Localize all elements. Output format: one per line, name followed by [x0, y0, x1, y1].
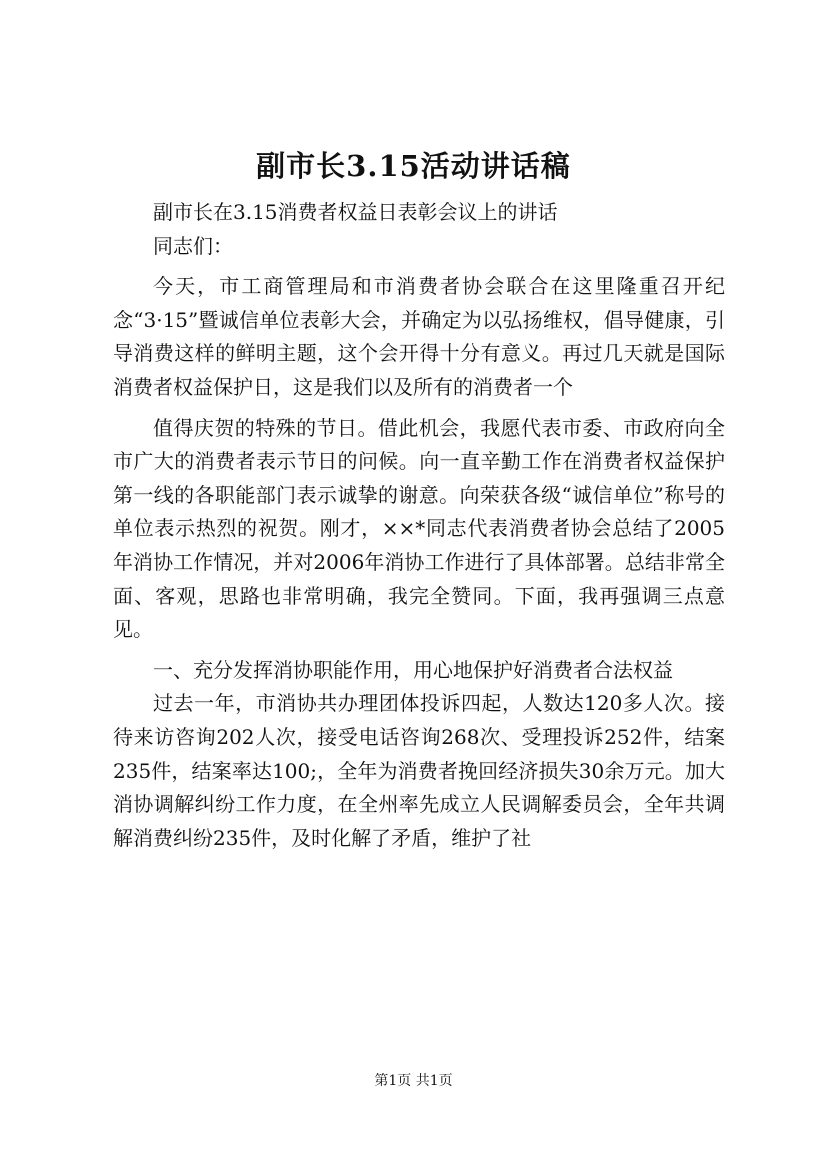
paragraph-heading: 一、充分发挥消协职能作用，用心地保护好消费者合法权益 — [153, 657, 673, 682]
paragraph-subtitle: 副市长在3.15消费者权益日表彰会议上的讲话 — [153, 200, 558, 224]
page-footer: 第1页 共1页 — [374, 1073, 453, 1089]
paragraph-body: 值得庆贺的特殊的节日。借此机会，我愿代表市委、市政府向全市广大的消费者表示节日的问候。向一直辛勤工作在消费者权益保护第一线的各职能部门表示诚挚的谢意。向荣获各级“诚信单位”称号的单位表示热烈的祝贺。刚才，××*同志代表消费者协会总结了2005年消协工作情况，并对2006年消协工作进行了具体部署。总结非常全面、客观，思路也非常明确，我完全赞同。下面，我再强调三点意见。 — [113, 415, 725, 642]
document-title: 副市长3.15活动讲话稿 — [256, 149, 571, 183]
paragraph-body: 过去一年，市消协共办理团体投诉四起，人数达120多人次。接待来访咨询202人次，接受电话咨询268次、受理投诉252件，结案235件，结案率达100;，全年为消费者挽回经济损失30余万元。加大消协调解纠纷工作力度，在全州率先成立人民调解委员会，全年共调解消费纠纷235件，及时化解了矛盾，维护了社 — [113, 691, 725, 850]
paragraph-salutation: 同志们： — [153, 233, 233, 258]
paragraph-body: 今天，市工商管理局和市消费者协会联合在这里隆重召开纪念“3·15”暨诚信单位表彰大会，并确定为以弘扬维权，倡导健康，引导消费这样的鲜明主题，这个会开得十分有意义。再过几天就是国际消费者权益保护日，这是我们以及所有的消费者一个 — [113, 274, 725, 399]
document-body — [113, 196, 725, 855]
